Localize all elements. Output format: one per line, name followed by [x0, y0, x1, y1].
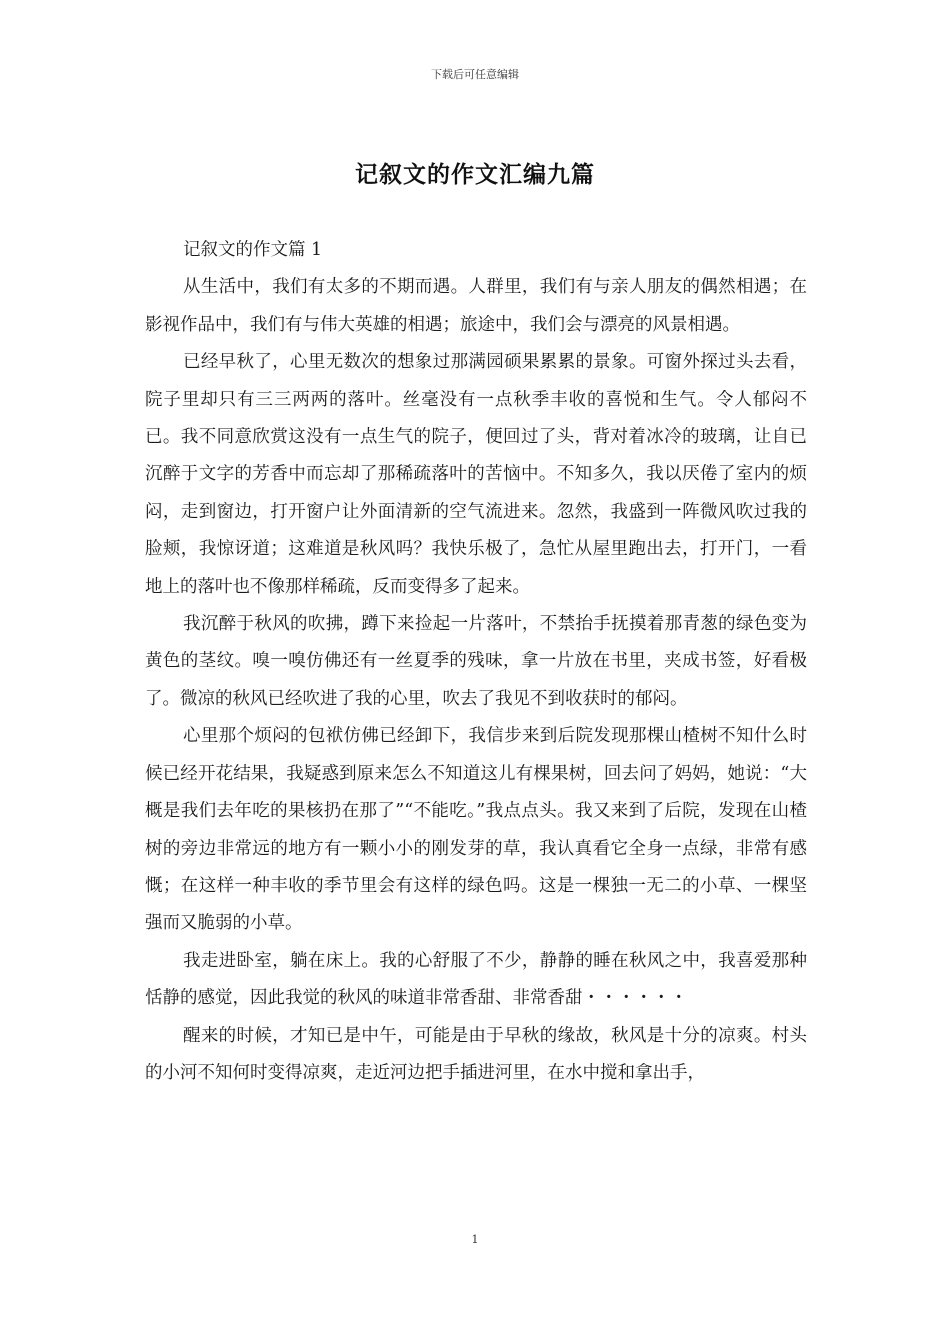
paragraph-5: 我走进卧室，躺在床上。我的心舒服了不少，静静的睡在秋风之中，我喜爱那种恬静的感觉，因此我觉的秋风的味道非常香甜、非常香甜・・・・・・	[145, 950, 807, 1009]
paragraph-4: 心里那个烦闷的包袱仿佛已经卸下，我信步来到后院发现那棵山楂树不知什么时候已经开花结果，我疑惑到原来怎么不知道这儿有棵果树，回去问了妈妈，她说：“大概是我们去年吃的果核扔在那了”“不能吃。”我点点头。我又来到了后院，发现在山楂树的旁边非常远的地方有一颗小小的刚发芽的草，我认真看它全身一点绿，非常有感慨；在这样一种丰收的季节里会有这样的绿色吗。这是一棵独一无二的小草、一棵坚强而又脆弱的小草。	[145, 726, 807, 934]
header-note: 下载后可任意编辑	[431, 68, 519, 81]
document-body	[145, 232, 807, 1092]
section-heading: 记叙文的作文篇 1	[183, 240, 323, 260]
document-title: 记叙文的作文汇编九篇	[355, 161, 595, 188]
paragraph-2: 已经早秋了，心里无数次的想象过那满园硕果累累的景象。可窗外探过头去看，院子里却只有三三两两的落叶。丝毫没有一点秋季丰收的喜悦和生气。令人郁闷不已。我不同意欣赏这没有一点生气的院子，便回过了头，背对着冰冷的玻璃，让自已沉醉于文字的芳香中而忘却了那稀疏落叶的苦恼中。不知多久，我以厌倦了室内的烦闷，走到窗边，打开窗户让外面清新的空气流进来。忽然，我盛到一阵微风吹过我的脸颊，我惊讶道；这难道是秋风吗？我快乐极了，急忙从屋里跑出去，打开门，一看地上的落叶也不像那样稀疏，反而变得多了起来。	[145, 352, 807, 597]
page-number: 1	[471, 1233, 479, 1246]
paragraph-3: 我沉醉于秋风的吹拂，蹲下来捡起一片落叶，不禁抬手抚摸着那青葱的绿色变为黄色的茎纹。嗅一嗅仿佛还有一丝夏季的残味，拿一片放在书里，夹成书签，好看极了。微凉的秋风已经吹进了我的心里，吹去了我见不到收获时的郁闷。	[145, 614, 807, 709]
paragraph-6: 醒来的时候，才知已是中午，可能是由于早秋的缘故，秋风是十分的凉爽。村头的小河不知何时变得凉爽，走近河边把手插进河里，在水中搅和拿出手，	[145, 1025, 807, 1083]
paragraph-1: 从生活中，我们有太多的不期而遇。人群里，我们有与亲人朋友的偶然相遇；在影视作品中，我们有与伟大英雄的相遇；旅途中，我们会与漂亮的风景相遇。	[145, 277, 807, 335]
